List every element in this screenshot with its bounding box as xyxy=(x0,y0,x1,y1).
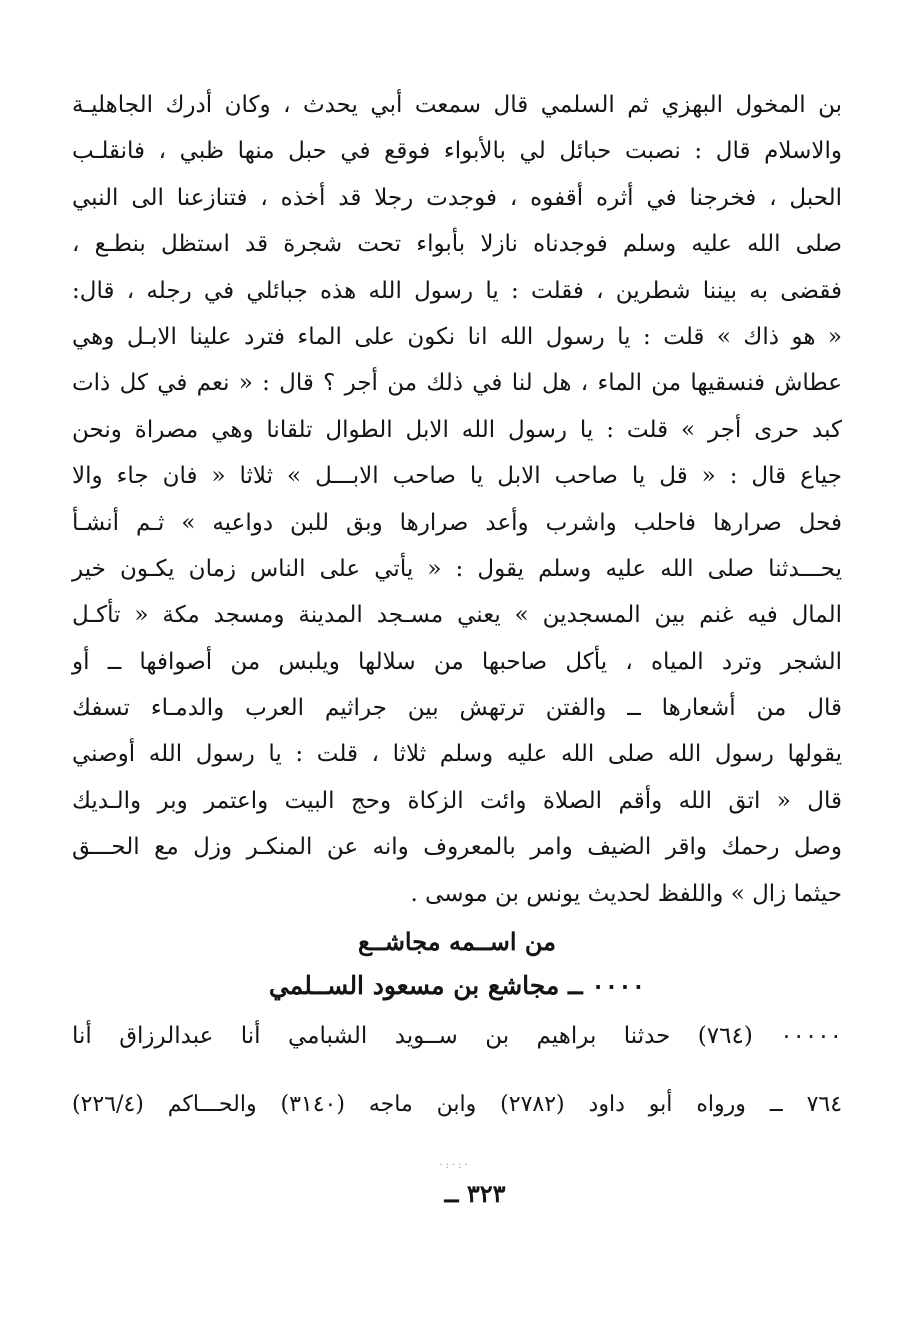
text-line: الحبل ، فخرجنا في أثره أقفوه ، فوجدت رجلا قد أخذه ، فتنازعنا الى النبي xyxy=(72,184,842,211)
text-line: عطاش فنسقيها من الماء ، هل لنا في ذلك من أجر ؟ قال : « نعم في كل ذات xyxy=(72,370,842,397)
entry-heading: ٠٠٠٠ ــ مجاشع بن مسعود الســلمي xyxy=(268,971,646,1000)
page-number: ٣٢٣ ــ xyxy=(444,1179,506,1208)
text-line: فحل صرارها فاحلب واشرب وأعد صرارها وبق للبن دواعيه » ثـم أنشـأ xyxy=(72,509,842,536)
text-line: كبد حرى أجر » قلت : يا رسول الله الابل الطوال تلقانا وهي مصراة ونحن xyxy=(72,416,842,443)
text-line: المال فيه غنم بين المسجدين » يعني مسـجد المدينة ومسجد مكة « تأكـل xyxy=(72,602,842,629)
text-line: جياع قال : « قل يا صاحب الابل يا صاحب الابـــل » ثلاثا « فان جاء والا xyxy=(72,463,842,490)
text-line: والاسلام قال : نصبت حبائل لي بالأبواء فوقع في حبل منها ظبي ، فانقلـب xyxy=(72,138,842,165)
text-line: قال « اتق الله وأقم الصلاة وائت الزكاة وحج البيت واعتمر وبر والـديك xyxy=(72,787,842,814)
text-line: يحـــدثنا صلى الله عليه وسلم يقول : « يأتي على الناس زمان يكـون خير xyxy=(72,555,842,582)
text-line: وصل رحمك واقر الضيف وامر بالمعروف وانه عن المنكـر وزل مع الحـــق xyxy=(72,834,842,861)
text-line: صلى الله عليه وسلم فوجدناه نازلا بأبواء تحت شجرة قد استظل بنطـع ، xyxy=(72,231,842,258)
print-speckle: ·:·:· xyxy=(439,1160,471,1171)
text-line-last: حيثما زال » واللفظ لحديث يونس بن موسى . xyxy=(410,880,842,907)
text-line: فقضى به بيننا شطرين ، فقلت : يا رسول الله هذه جبائلي في رجله ، قال: xyxy=(72,277,842,304)
section-heading: من اســمه مجاشــع xyxy=(357,927,557,956)
text-line: « هو ذاك » قلت : يا رسول الله انا نكون على الماء فترد علينا الابـل وهي xyxy=(72,323,842,350)
isnad-line: ٠٠٠٠٠ (٧٦٤) حدثنا براهيم بن ســويد الشبامي أنا عبدالرزاق أنا xyxy=(72,1023,842,1049)
hadith-body-text xyxy=(72,82,842,917)
footnote: ٧٦٤ ــ ورواه أبو داود (٢٧٨٢) وابن ماجه (٣١٤٠) والحـــاكم (٢٢٦/٤) xyxy=(72,1092,843,1117)
footnote-separator xyxy=(80,1066,840,1068)
text-line: قال من أشعارها ــ والفتن ترتهش بين جراثيم العرب والدمـاء تسفك xyxy=(72,695,842,722)
text-line: يقولها رسول الله صلى الله عليه وسلم ثلاثا ، قلت : يا رسول الله أوصني xyxy=(72,741,842,768)
text-line: بن المخول البهزي ثم السلمي قال سمعت أبي يحدث ، وكان أدرك الجاهليـة xyxy=(72,92,842,118)
text-line: الشجر وترد المياه ، يأكل صاحبها من سلالها ويلبس من أصوافها ــ أو xyxy=(72,648,842,675)
